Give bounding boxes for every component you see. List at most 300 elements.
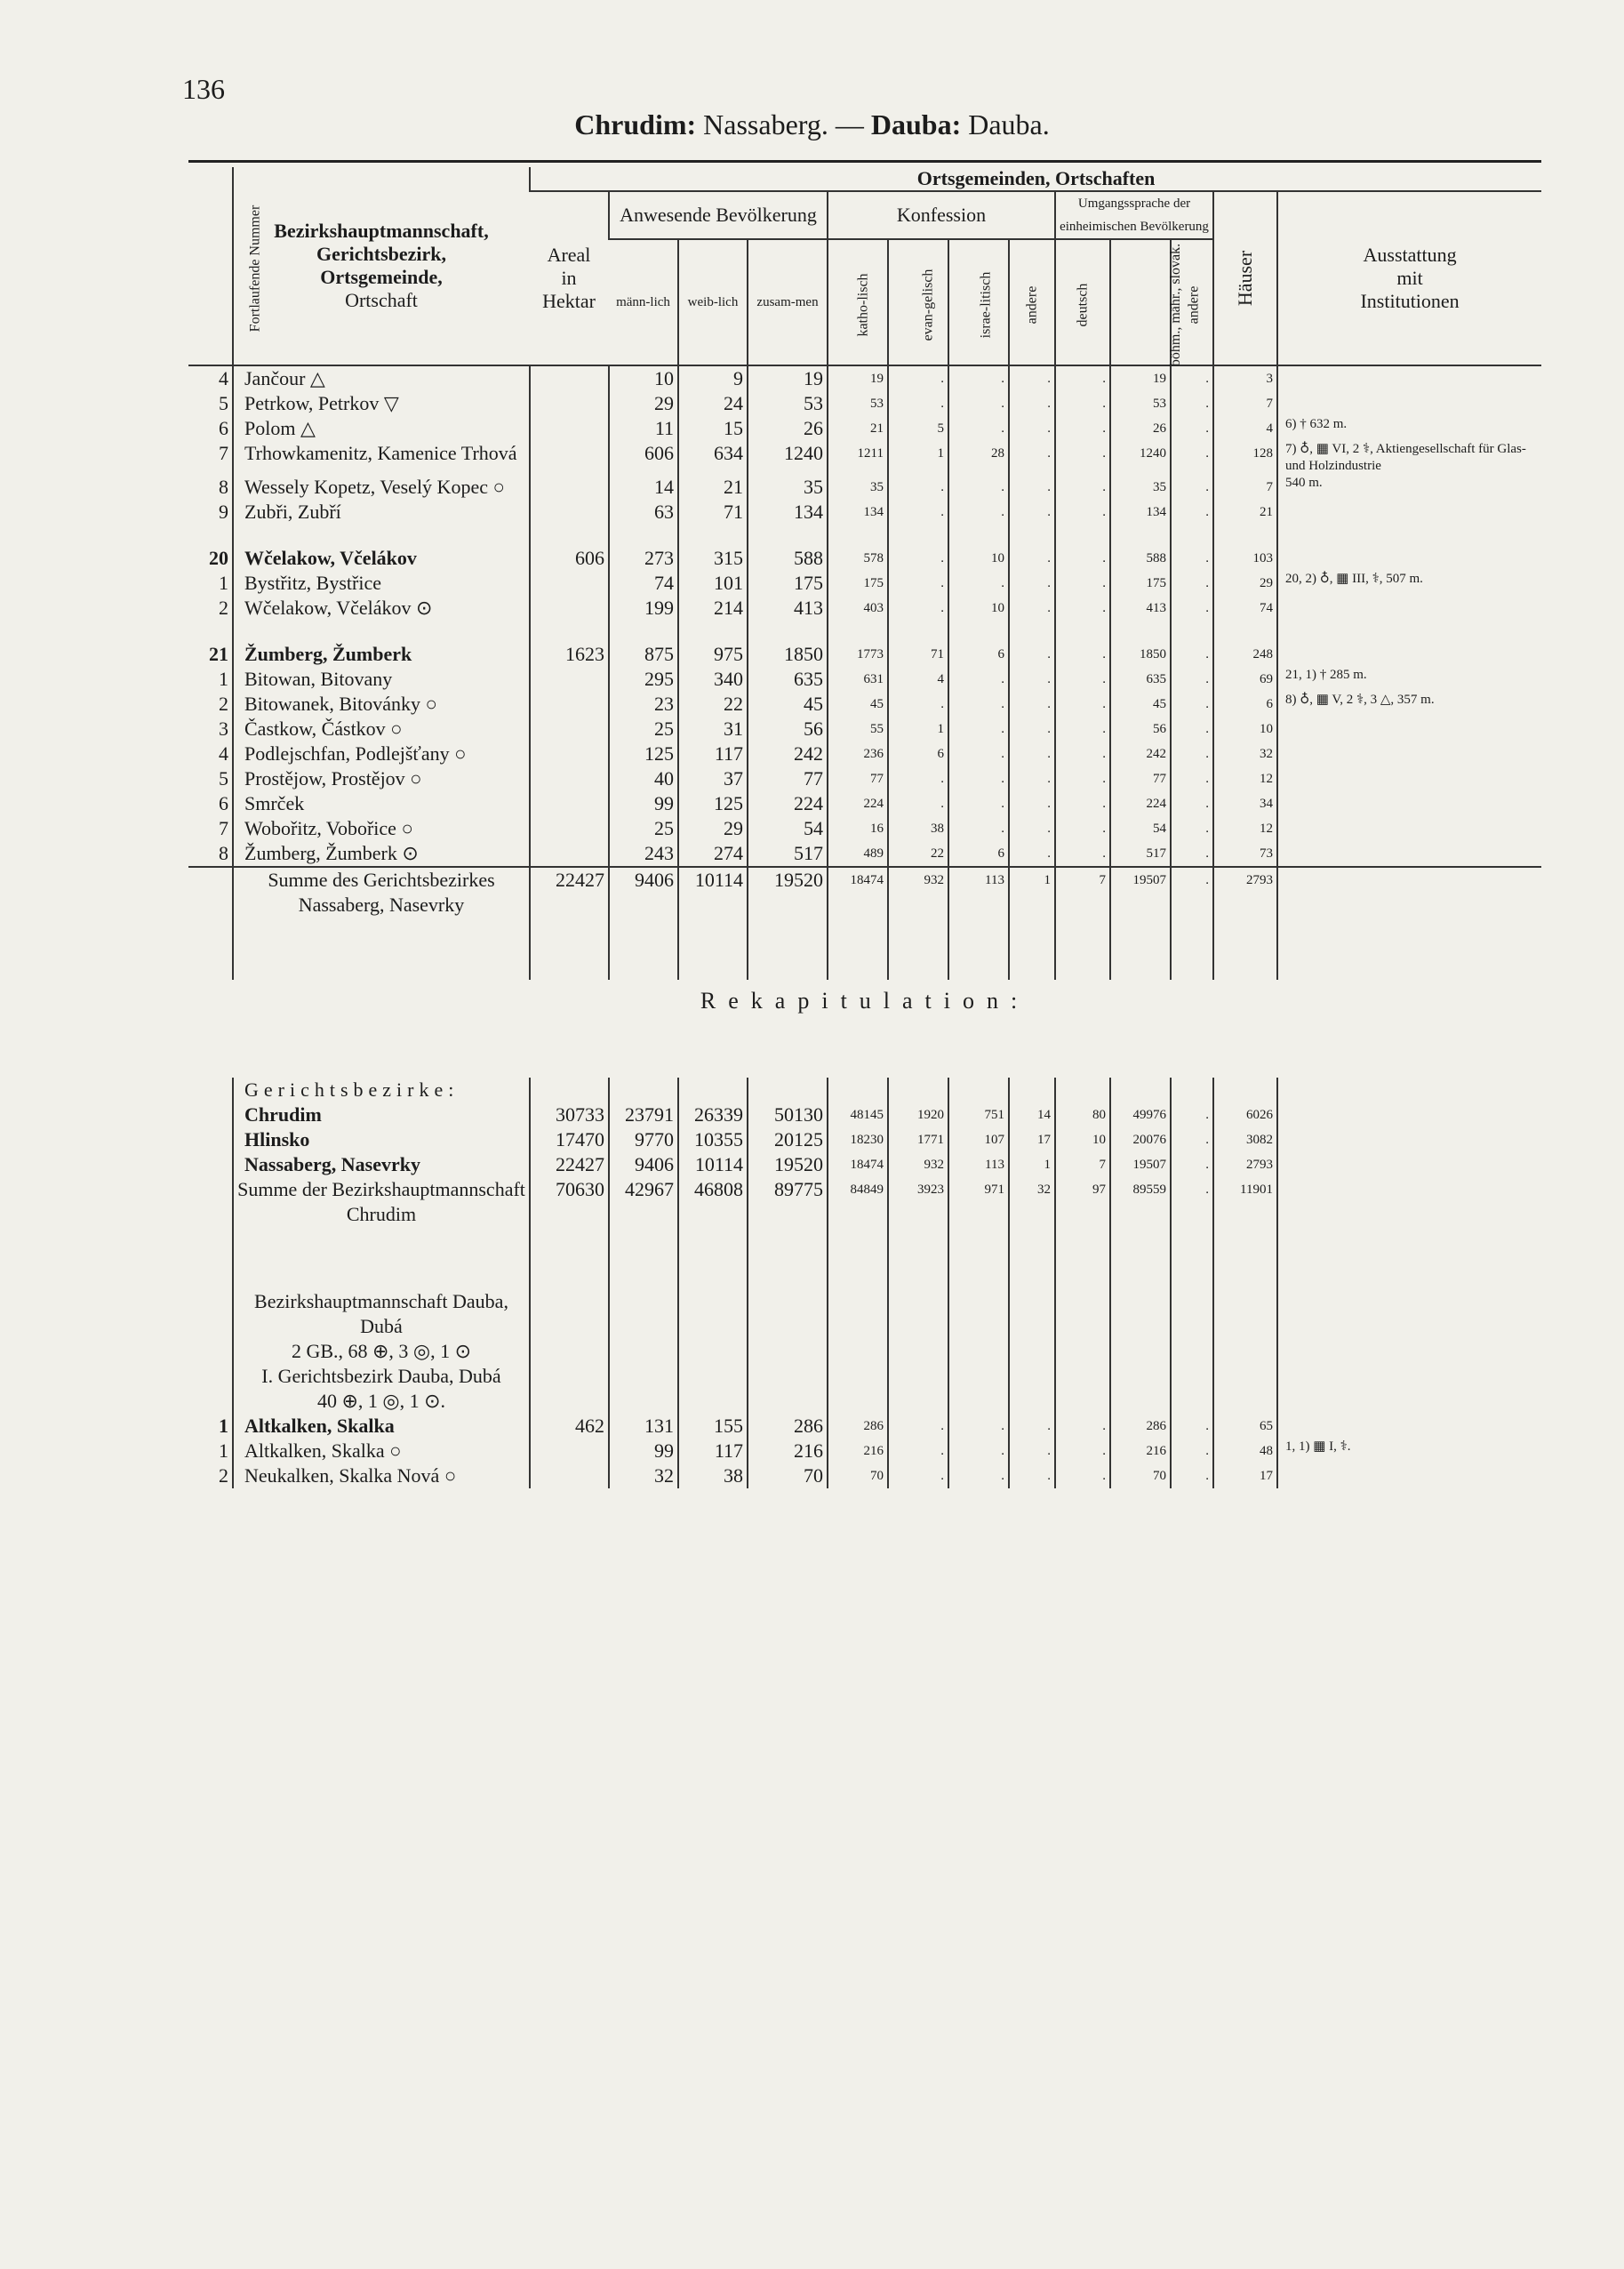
table-row (188, 525, 1541, 546)
cell-hauser (1213, 1339, 1277, 1364)
empty-cell (748, 918, 828, 980)
empty-cell (828, 918, 888, 980)
cell-total: 588 (748, 546, 828, 571)
cell-hauser: 4 (1213, 416, 1277, 441)
cell-deu: . (1055, 500, 1110, 525)
table-row (188, 1439, 1541, 1463)
cell-oth: . (1171, 500, 1213, 525)
row-number (188, 1127, 233, 1152)
cell-evang: . (888, 546, 948, 571)
cell-male: 74 (609, 571, 678, 596)
empty-cell (1110, 918, 1171, 980)
title-sub-2: Dauba. (968, 108, 1050, 140)
place-name: 40 ⊕, 1 ◎, 1 ⊙. (233, 1389, 530, 1414)
empty-cell (888, 525, 948, 546)
cell-kath: 224 (828, 791, 888, 816)
empty-cell (609, 918, 678, 980)
cell-oth: . (1171, 766, 1213, 791)
cell-area (530, 416, 609, 441)
place-name: Wčelakow, Včelákov (233, 546, 530, 571)
cell-deu: . (1055, 441, 1110, 475)
cell-deu (1055, 1364, 1110, 1389)
cell-kath: 403 (828, 596, 888, 621)
empty-cell (188, 918, 233, 980)
cell-boh: 89559 (1110, 1177, 1171, 1227)
place-name: Chrudim (233, 1102, 530, 1127)
place-name: Wessely Kopetz, Veselý Kopec ○ (233, 475, 530, 500)
cell-and: . (1009, 416, 1055, 441)
row-number: 6 (219, 417, 228, 439)
cell-isr (948, 1339, 1009, 1364)
row-number (188, 1364, 233, 1389)
cell-female: 46808 (678, 1177, 748, 1227)
cell-area (530, 1289, 609, 1339)
cell-boh: 56 (1110, 717, 1171, 742)
cell-area (530, 816, 609, 841)
cell-institutions (1277, 596, 1541, 621)
cell-evang: 6 (888, 742, 948, 766)
cell-area: 70630 (530, 1177, 609, 1227)
cell-institutions (1277, 391, 1541, 416)
cell-isr: . (948, 475, 1009, 500)
empty-cell (828, 525, 888, 546)
place-name: Wčelakow, Včelákov ⊙ (233, 596, 530, 621)
cell-institutions: 6) † 632 m. (1277, 416, 1541, 441)
row-number: 7 (219, 442, 228, 464)
cell-evang: . (888, 1463, 948, 1488)
cell-area (530, 1439, 609, 1463)
cell-total: 1240 (748, 441, 828, 475)
cell-hauser (1213, 1364, 1277, 1389)
place-name: Bezirkshauptmannschaft Dauba, Dubá (233, 1289, 530, 1339)
cell-evang (888, 1364, 948, 1389)
cell-kath: 70 (828, 1463, 888, 1488)
cell-female: 26339 (678, 1102, 748, 1127)
cell-kath: 55 (828, 717, 888, 742)
cell-total: 50130 (748, 1102, 828, 1127)
table-row (188, 717, 1541, 742)
cell-hauser: 248 (1213, 642, 1277, 667)
cell-oth: . (1171, 791, 1213, 816)
cell-evang: . (888, 365, 948, 391)
cell-deu: . (1055, 391, 1110, 416)
cell-oth: . (1171, 642, 1213, 667)
cell-female: 38 (678, 1463, 748, 1488)
cell-kath: 286 (828, 1414, 888, 1439)
cell-boh: 45 (1110, 692, 1171, 717)
table-row (188, 416, 1541, 441)
cell-deu: . (1055, 667, 1110, 692)
empty-cell (1277, 621, 1541, 642)
empty-cell (609, 621, 678, 642)
row-number: 9 (219, 501, 228, 523)
cell-evang: 932 (888, 867, 948, 918)
cell-institutions (1277, 1289, 1541, 1339)
cell-kath: 35 (828, 475, 888, 500)
cell-isr: . (948, 667, 1009, 692)
cell-and: . (1009, 596, 1055, 621)
cell-boh: 26 (1110, 416, 1171, 441)
cell-hauser: 21 (1213, 500, 1277, 525)
cell-area (530, 841, 609, 867)
cell-total: 635 (748, 667, 828, 692)
cell-total: 20125 (748, 1127, 828, 1152)
cell-hauser: 7 (1213, 391, 1277, 416)
cell-hauser: 29 (1213, 571, 1277, 596)
cell-female: 22 (678, 692, 748, 717)
cell-isr (948, 1389, 1009, 1414)
cell-kath: 1773 (828, 642, 888, 667)
cell-male: 25 (609, 717, 678, 742)
row-number (188, 867, 233, 918)
empty-cell (1213, 621, 1277, 642)
cell-boh: 1850 (1110, 642, 1171, 667)
place-name: Žumberg, Žumberk ⊙ (233, 841, 530, 867)
cell-boh: 35 (1110, 475, 1171, 500)
cell-isr: 10 (948, 596, 1009, 621)
cell-hauser: 48 (1213, 1439, 1277, 1463)
empty-cell (828, 1227, 888, 1289)
cell-and: . (1009, 841, 1055, 867)
cell-institutions (1277, 1414, 1541, 1439)
cell-and: 14 (1009, 1102, 1055, 1127)
cell-oth: . (1171, 546, 1213, 571)
cell-total: 26 (748, 416, 828, 441)
empty-cell (948, 918, 1009, 980)
cell-male: 32 (609, 1463, 678, 1488)
cell-deu: . (1055, 1439, 1110, 1463)
cell-boh: 1240 (1110, 441, 1171, 475)
cell-hauser (1213, 1078, 1277, 1102)
cell-female: 15 (678, 416, 748, 441)
empty-cell (233, 918, 530, 980)
cell-and: . (1009, 546, 1055, 571)
cell-boh: 70 (1110, 1463, 1171, 1488)
cell-deu: . (1055, 742, 1110, 766)
cell-institutions (1277, 1152, 1541, 1177)
cell-deu: . (1055, 416, 1110, 441)
empty-cell (1277, 525, 1541, 546)
cell-male: 23 (609, 692, 678, 717)
row-number: 2 (219, 693, 228, 715)
cell-hauser (1213, 1389, 1277, 1414)
table-row (188, 918, 1541, 980)
recapitulation-heading: Rekapitulation: (700, 988, 1030, 1014)
cell-total (748, 1078, 828, 1102)
table-row (188, 1414, 1541, 1439)
cell-total: 175 (748, 571, 828, 596)
empty-cell (233, 621, 530, 642)
cell-female: 340 (678, 667, 748, 692)
cell-female: 634 (678, 441, 748, 475)
cell-male: 29 (609, 391, 678, 416)
cell-boh: 77 (1110, 766, 1171, 791)
cell-isr: 6 (948, 841, 1009, 867)
title-sub-1: Nassaberg. (703, 108, 828, 140)
cell-oth: . (1171, 596, 1213, 621)
cell-boh: 635 (1110, 667, 1171, 692)
cell-evang: 5 (888, 416, 948, 441)
table-row (188, 391, 1541, 416)
empty-cell (678, 1227, 748, 1289)
cell-hauser: 3 (1213, 365, 1277, 391)
cell-kath: 18230 (828, 1127, 888, 1152)
cell-deu: . (1055, 791, 1110, 816)
cell-boh: 19507 (1110, 1152, 1171, 1177)
cell-hauser: 2793 (1213, 867, 1277, 918)
cell-deu: . (1055, 571, 1110, 596)
empty-cell (609, 525, 678, 546)
cell-hauser: 17 (1213, 1463, 1277, 1488)
place-name: Častkow, Částkov ○ (233, 717, 530, 742)
row-number: 7 (219, 817, 228, 839)
header-language: Umgangssprache der einheimischen Bevölkerung (1055, 191, 1213, 239)
cell-evang: 3923 (888, 1177, 948, 1227)
place-name: Bitowanek, Bitovánky ○ (233, 692, 530, 717)
cell-boh: 175 (1110, 571, 1171, 596)
cell-oth: . (1171, 365, 1213, 391)
cell-deu (1055, 1389, 1110, 1414)
place-name: Summe der Bezirkshauptmannschaft Chrudim (233, 1177, 530, 1227)
cell-isr: . (948, 365, 1009, 391)
cell-deu: 7 (1055, 1152, 1110, 1177)
cell-hauser: 103 (1213, 546, 1277, 571)
cell-total: 19520 (748, 1152, 828, 1177)
cell-isr: . (948, 692, 1009, 717)
cell-female: 125 (678, 791, 748, 816)
cell-kath (828, 1078, 888, 1102)
cell-oth: . (1171, 1439, 1213, 1463)
cell-kath: 489 (828, 841, 888, 867)
cell-deu: . (1055, 546, 1110, 571)
cell-deu: . (1055, 642, 1110, 667)
cell-hauser: 3082 (1213, 1127, 1277, 1152)
cell-hauser: 6 (1213, 692, 1277, 717)
statistics-table (188, 167, 1541, 1488)
place-name: Bitowan, Bitovany (233, 667, 530, 692)
empty-cell (1055, 621, 1110, 642)
cell-boh: 216 (1110, 1439, 1171, 1463)
cell-institutions: 7) ♁, ▦ VI, 2 ⚕, Aktiengesellschaft für Glas- und Holzindustrie (1277, 441, 1541, 475)
place-name: I. Gerichtsbezirk Dauba, Dubá (233, 1364, 530, 1389)
cell-isr: 751 (948, 1102, 1009, 1127)
cell-institutions (1277, 791, 1541, 816)
row-number: 8 (219, 842, 228, 864)
cell-area (530, 475, 609, 500)
cell-institutions: 8) ♁, ▦ V, 2 ⚕, 3 △, 357 m. (1277, 692, 1541, 717)
cell-hauser: 7 (1213, 475, 1277, 500)
cell-institutions (1277, 1078, 1541, 1102)
cell-female: 101 (678, 571, 748, 596)
cell-hauser: 73 (1213, 841, 1277, 867)
row-number: 1 (219, 668, 228, 690)
cell-female (678, 1339, 748, 1364)
empty-cell (678, 525, 748, 546)
cell-isr: . (948, 500, 1009, 525)
cell-evang (888, 1389, 948, 1414)
cell-isr (948, 1078, 1009, 1102)
table-row (188, 791, 1541, 816)
cell-male (609, 1364, 678, 1389)
empty-cell (188, 621, 233, 642)
cell-oth: . (1171, 816, 1213, 841)
empty-cell (1213, 918, 1277, 980)
cell-institutions (1277, 1364, 1541, 1389)
empty-cell (1171, 621, 1213, 642)
cell-male: 125 (609, 742, 678, 766)
cell-area: 1623 (530, 642, 609, 667)
empty-cell (1110, 1227, 1171, 1289)
cell-evang: . (888, 791, 948, 816)
cell-kath (828, 1289, 888, 1339)
table-row (188, 816, 1541, 841)
table-row (188, 1227, 1541, 1289)
cell-oth: . (1171, 841, 1213, 867)
cell-male (609, 1289, 678, 1339)
cell-oth: . (1171, 692, 1213, 717)
cell-area: 22427 (530, 1152, 609, 1177)
cell-evang: 932 (888, 1152, 948, 1177)
cell-evang (888, 1339, 948, 1364)
cell-boh: 286 (1110, 1414, 1171, 1439)
cell-and: . (1009, 365, 1055, 391)
cell-area: 606 (530, 546, 609, 571)
cell-female: 37 (678, 766, 748, 791)
header-male: männ-lich (609, 239, 678, 365)
table-row (188, 1102, 1541, 1127)
cell-female (678, 1389, 748, 1414)
cell-and: . (1009, 391, 1055, 416)
cell-institutions (1277, 500, 1541, 525)
cell-oth: . (1171, 867, 1213, 918)
place-name: Prostějow, Prostějov ○ (233, 766, 530, 791)
empty-cell (233, 525, 530, 546)
cell-area (530, 441, 609, 475)
cell-evang: . (888, 1414, 948, 1439)
row-number (188, 1339, 233, 1364)
empty-cell (888, 621, 948, 642)
cell-male: 99 (609, 1439, 678, 1463)
cell-boh: 517 (1110, 841, 1171, 867)
place-name: Zubři, Zubří (233, 500, 530, 525)
empty-cell (888, 918, 948, 980)
row-number (188, 1177, 233, 1227)
cell-evang: . (888, 475, 948, 500)
cell-female: 214 (678, 596, 748, 621)
table-row (188, 571, 1541, 596)
cell-total: 216 (748, 1439, 828, 1463)
header-israelite: israe-litisch (948, 239, 1009, 365)
cell-female: 117 (678, 742, 748, 766)
cell-boh (1110, 1364, 1171, 1389)
empty-cell (530, 1227, 609, 1289)
cell-male: 606 (609, 441, 678, 475)
table-row (188, 1463, 1541, 1488)
header-unit: Bezirkshauptmannschaft, Gerichtsbezirk, Ortsgemeinde, Ortschaft (233, 167, 530, 365)
cell-oth: . (1171, 1463, 1213, 1488)
empty-cell (188, 1227, 233, 1289)
cell-boh: 242 (1110, 742, 1171, 766)
cell-evang: . (888, 692, 948, 717)
cell-evang: . (888, 391, 948, 416)
cell-deu: . (1055, 365, 1110, 391)
cell-male: 40 (609, 766, 678, 791)
cell-oth (1171, 1078, 1213, 1102)
place-name: Nassaberg, Nasevrky (233, 1152, 530, 1177)
table-row (188, 1127, 1541, 1152)
cell-area (530, 596, 609, 621)
cell-isr: . (948, 391, 1009, 416)
empty-cell (1171, 1227, 1213, 1289)
cell-female: 975 (678, 642, 748, 667)
cell-hauser: 128 (1213, 441, 1277, 475)
cell-female: 155 (678, 1414, 748, 1439)
cell-institutions: 540 m. (1277, 475, 1541, 500)
cell-isr (948, 1364, 1009, 1389)
cell-total: 224 (748, 791, 828, 816)
empty-cell (948, 621, 1009, 642)
cell-institutions (1277, 717, 1541, 742)
cell-kath: 84849 (828, 1177, 888, 1227)
table-row (188, 692, 1541, 717)
place-name: Polom △ (233, 416, 530, 441)
cell-area (530, 1364, 609, 1389)
table-row (188, 980, 1541, 1078)
cell-kath: 236 (828, 742, 888, 766)
row-number: 4 (219, 367, 228, 389)
cell-and: . (1009, 791, 1055, 816)
cell-deu: . (1055, 475, 1110, 500)
cell-kath: 175 (828, 571, 888, 596)
cell-male: 243 (609, 841, 678, 867)
cell-oth (1171, 1364, 1213, 1389)
cell-institutions (1277, 365, 1541, 391)
row-number: 5 (219, 392, 228, 414)
cell-isr: . (948, 1414, 1009, 1439)
cell-boh: 224 (1110, 791, 1171, 816)
empty-cell (748, 1227, 828, 1289)
place-name: Altkalken, Skalka (233, 1414, 530, 1439)
place-name: Žumberg, Žumberk (233, 642, 530, 667)
table-row (188, 1152, 1541, 1177)
cell-deu (1055, 1339, 1110, 1364)
cell-hauser: 34 (1213, 791, 1277, 816)
cell-and: . (1009, 692, 1055, 717)
cell-male: 11 (609, 416, 678, 441)
cell-institutions (1277, 1463, 1541, 1488)
row-number (188, 1389, 233, 1414)
cell-area (530, 766, 609, 791)
cell-and (1009, 1364, 1055, 1389)
cell-total: 70 (748, 1463, 828, 1488)
cell-total: 45 (748, 692, 828, 717)
cell-and: . (1009, 441, 1055, 475)
cell-total (748, 1289, 828, 1339)
cell-male: 199 (609, 596, 678, 621)
empty-cell (1055, 918, 1110, 980)
cell-evang: 4 (888, 667, 948, 692)
place-name: Summe des Gerichtsbezirkes Nassaberg, Nasevrky (233, 867, 530, 918)
cell-and: . (1009, 717, 1055, 742)
cell-male: 10 (609, 365, 678, 391)
cell-boh: 49976 (1110, 1102, 1171, 1127)
cell-female: 29 (678, 816, 748, 841)
table-row (188, 667, 1541, 692)
table-row (188, 1289, 1541, 1339)
empty-cell (948, 525, 1009, 546)
cell-isr: 6 (948, 642, 1009, 667)
cell-area: 462 (530, 1414, 609, 1439)
